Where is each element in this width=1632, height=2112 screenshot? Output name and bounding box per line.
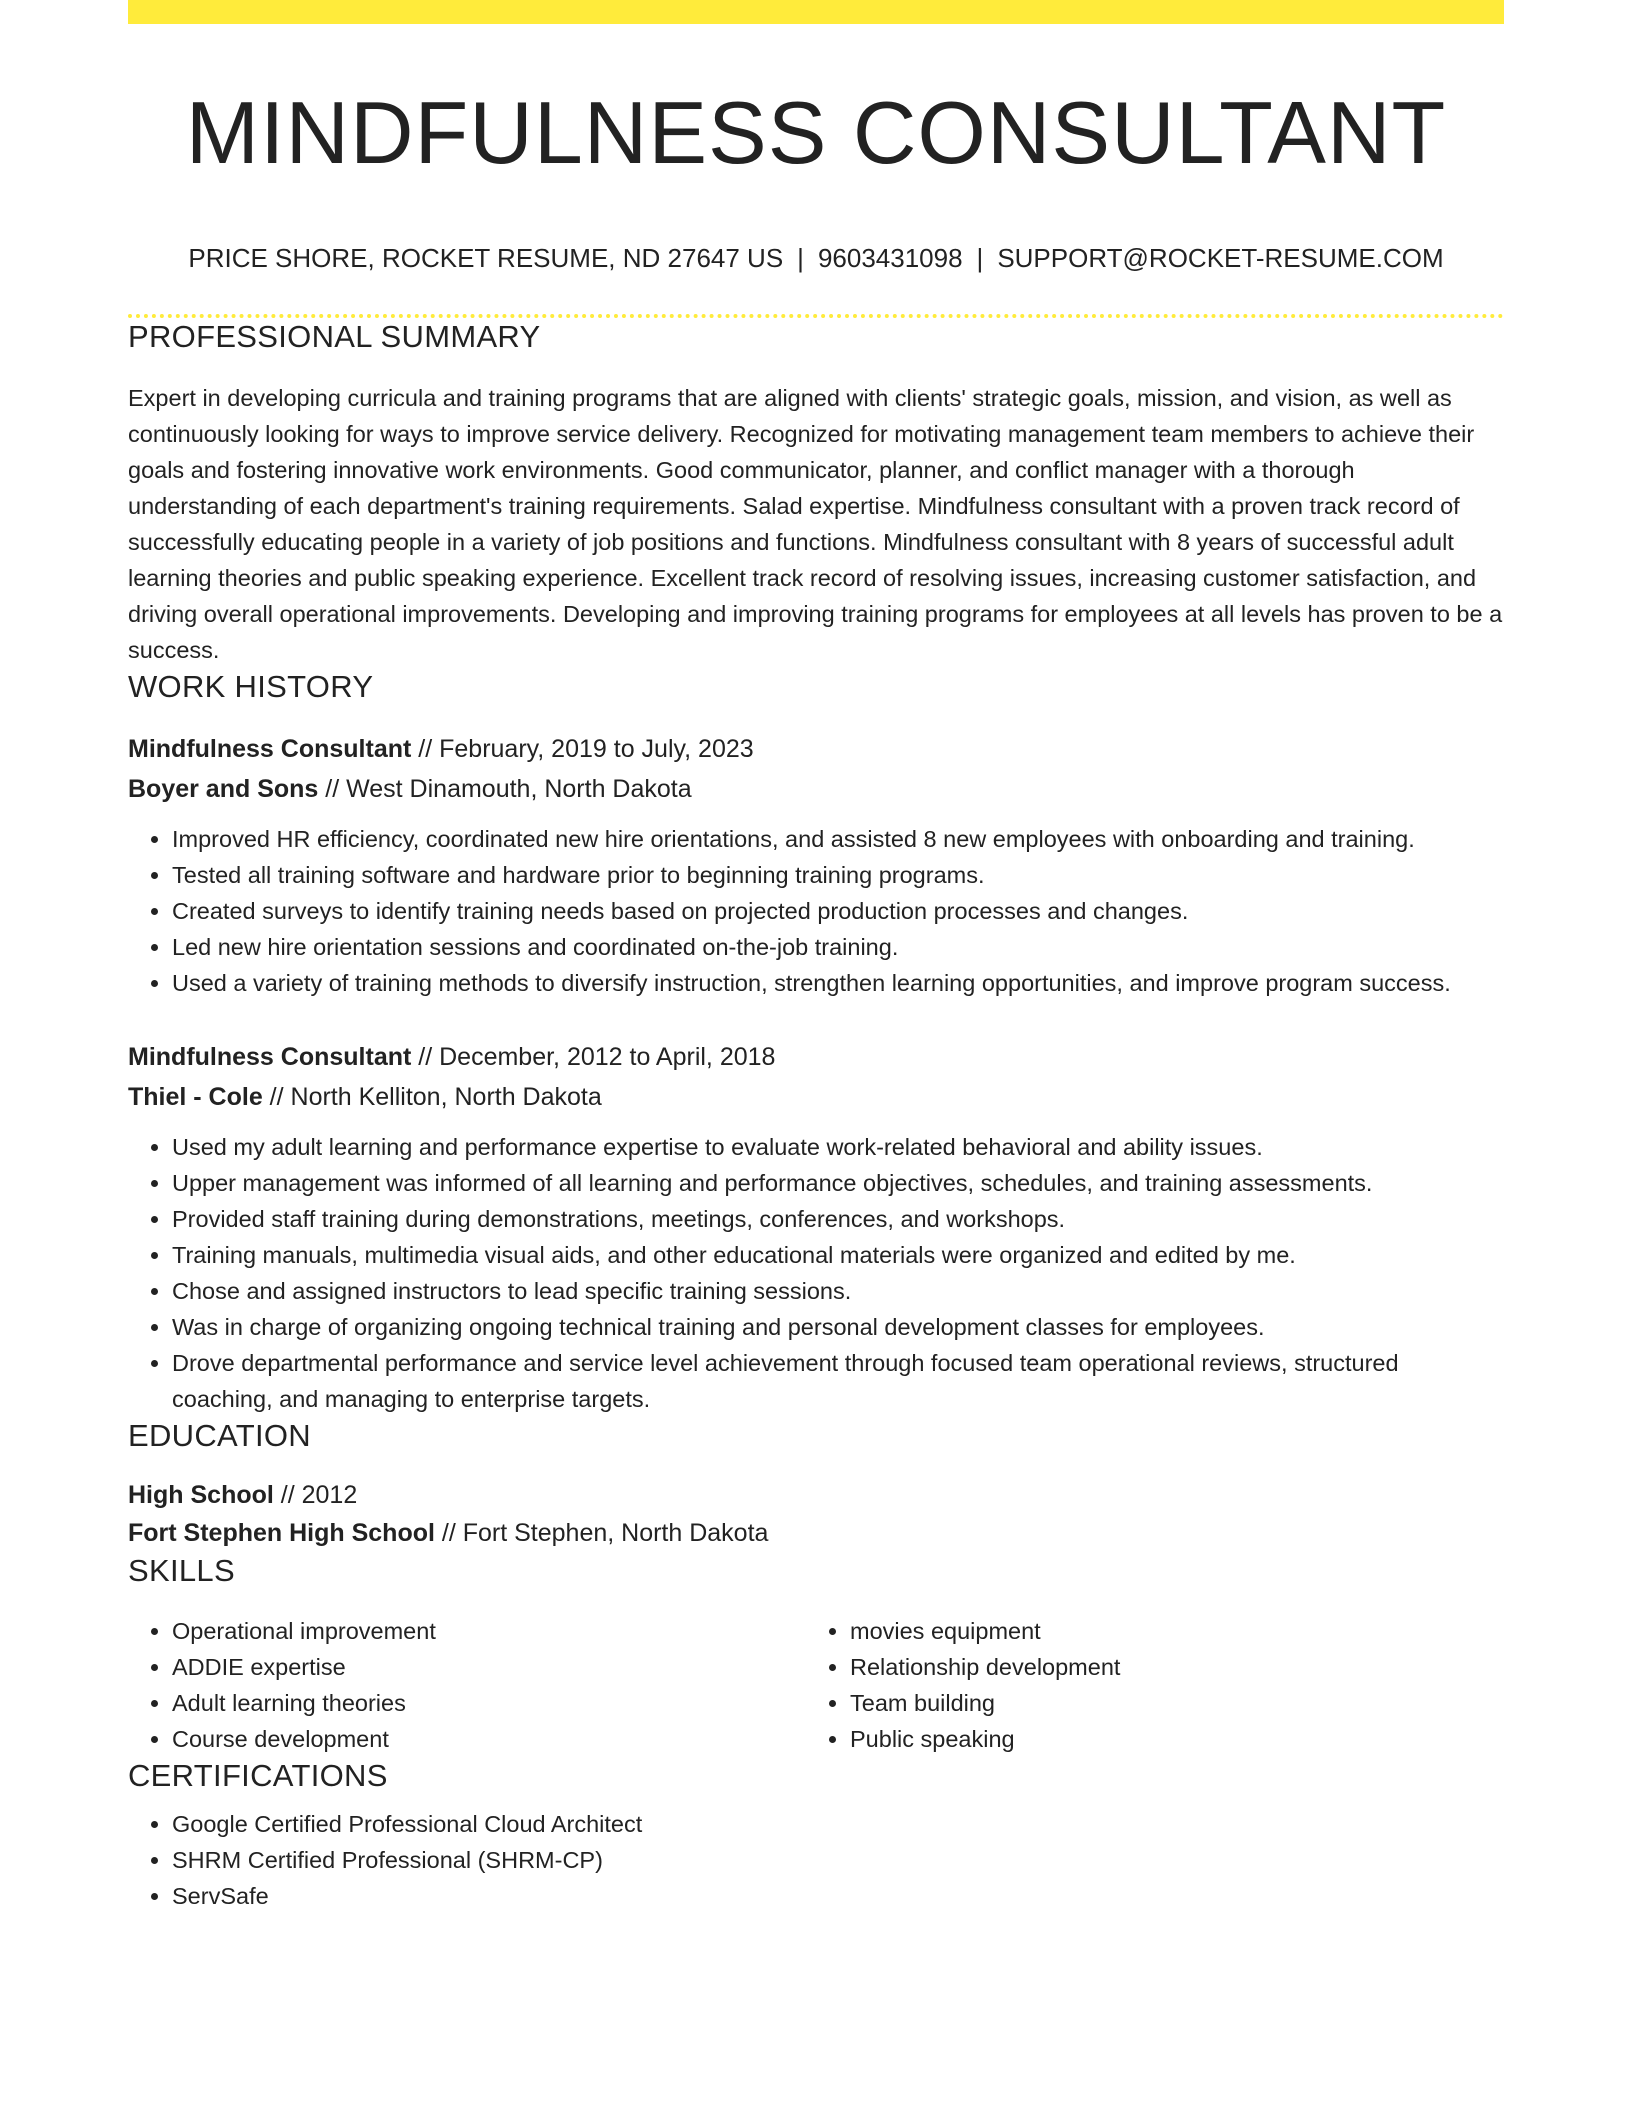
list-item: • Improved HR efficiency, coordinated new hire orientations, and assisted 8 new employees with onboarding and training.: [172, 821, 1504, 857]
job-role-line: [128, 1037, 1504, 1077]
list-item: • movies equipment: [850, 1613, 1484, 1649]
education-year: // 2012: [273, 1480, 358, 1509]
skills-column-left: [128, 1603, 806, 1757]
list-item: • Tested all training software and hardware prior to beginning training programs.: [172, 857, 1504, 893]
job-company: Boyer and Sons: [128, 774, 319, 803]
list-item: • Created surveys to identify training needs based on projected production processes and changes.: [172, 893, 1504, 929]
education-entry: [128, 1476, 1504, 1552]
certifications-heading: CERTIFICATIONS: [128, 1758, 388, 1794]
job-role: Mindfulness Consultant: [128, 1042, 412, 1071]
education-school-line: [128, 1514, 1504, 1552]
education-school: Fort Stephen High School: [128, 1518, 435, 1547]
summary-text: Expert in developing curricula and training programs that are aligned with clients' strategic goals, mission, and vision, as well as continuously looking for ways to improve service delivery. Recognized for motivating management team members to achieve their goals and fostering innovative work environments. Good communicator, planner, and conflict manager with a thorough understanding of each department's training requirements. Salad expertise. Mindfulness consultant with a proven track record of successfully educating people in a variety of job positions and functions. Mindfulness consultant with 8 years of successful adult learning theories and public speaking experience. Excellent track record of resolving issues, increasing customer satisfaction, and driving overall operational improvements. Developing and improving training programs for employees at all levels has proven to be a success.: [128, 384, 1503, 663]
job-bullets: [128, 1129, 1504, 1417]
job-company-line: [128, 1077, 1504, 1117]
job-bullets: [128, 821, 1504, 1001]
list-item: • Used a variety of training methods to diversify instruction, strengthen learning opportunities, and improve program success.: [172, 965, 1504, 1001]
list-item: • Used my adult learning and performance expertise to evaluate work-related behavioral and ability issues.: [172, 1129, 1504, 1165]
list-item: • Team building: [850, 1685, 1484, 1721]
contact-address: PRICE SHORE, ROCKET RESUME, ND 27647 US: [188, 243, 784, 274]
contact-line: [128, 243, 1504, 274]
list-item: • Google Certified Professional Cloud Architect: [172, 1806, 1504, 1842]
list-item: • Drove departmental performance and service level achievement through focused team operational reviews, structured coaching, and managing to enterprise targets.: [172, 1345, 1504, 1417]
job-company: Thiel - Cole: [128, 1082, 263, 1111]
resume-page: [128, 0, 1504, 1914]
job-entry: [128, 729, 1504, 1001]
list-item: • Upper management was informed of all learning and performance objectives, schedules, and training assessments.: [172, 1165, 1504, 1201]
job-entry: [128, 1037, 1504, 1417]
list-item: • ADDIE expertise: [172, 1649, 806, 1685]
job-location: // West Dinamouth, North Dakota: [318, 774, 692, 803]
contact-email: SUPPORT@ROCKET-RESUME.COM: [997, 243, 1444, 274]
top-accent-bar: [128, 0, 1504, 24]
skills-list-right: [806, 1613, 1484, 1757]
skills-list-left: [128, 1613, 806, 1757]
job-dates: // December, 2012 to April, 2018: [411, 1042, 776, 1071]
list-item: • Public speaking: [850, 1721, 1484, 1757]
list-item: • SHRM Certified Professional (SHRM-CP): [172, 1842, 1504, 1878]
skills-column-right: [806, 1603, 1484, 1757]
list-item: • Chose and assigned instructors to lead specific training sessions.: [172, 1273, 1504, 1309]
job-company-line: [128, 769, 1504, 809]
skills-grid: [128, 1603, 1504, 1757]
education-degree: High School: [128, 1480, 274, 1509]
job-location: // North Kelliton, North Dakota: [262, 1082, 602, 1111]
list-item: • ServSafe: [172, 1878, 1504, 1914]
list-item: • Operational improvement: [172, 1613, 806, 1649]
list-item: • Adult learning theories: [172, 1685, 806, 1721]
list-item: • Provided staff training during demonstrations, meetings, conferences, and workshops.: [172, 1201, 1504, 1237]
list-item: • Training manuals, multimedia visual aids, and other educational materials were organized and edited by me.: [172, 1237, 1504, 1273]
summary-heading: PROFESSIONAL SUMMARY: [128, 319, 541, 355]
list-item: • Course development: [172, 1721, 806, 1757]
education-location: // Fort Stephen, North Dakota: [434, 1518, 769, 1547]
skills-heading: SKILLS: [128, 1552, 235, 1588]
list-item: • Was in charge of organizing ongoing technical training and personal development classes for employees.: [172, 1309, 1504, 1345]
job-role-line: [128, 729, 1504, 769]
job-dates: // February, 2019 to July, 2023: [411, 734, 754, 763]
resume-name-title: MINDFULNESS CONSULTANT: [185, 83, 1447, 182]
list-item: • Relationship development: [850, 1649, 1484, 1685]
education-degree-line: [128, 1476, 1504, 1514]
contact-separator: |: [797, 243, 804, 274]
certifications-list: [128, 1806, 1504, 1914]
list-item: • Led new hire orientation sessions and coordinated on-the-job training.: [172, 929, 1504, 965]
job-role: Mindfulness Consultant: [128, 734, 412, 763]
education-heading: EDUCATION: [128, 1417, 311, 1453]
contact-separator: |: [976, 243, 984, 274]
work-history-heading: WORK HISTORY: [128, 668, 374, 704]
contact-phone: 9603431098: [817, 243, 963, 274]
